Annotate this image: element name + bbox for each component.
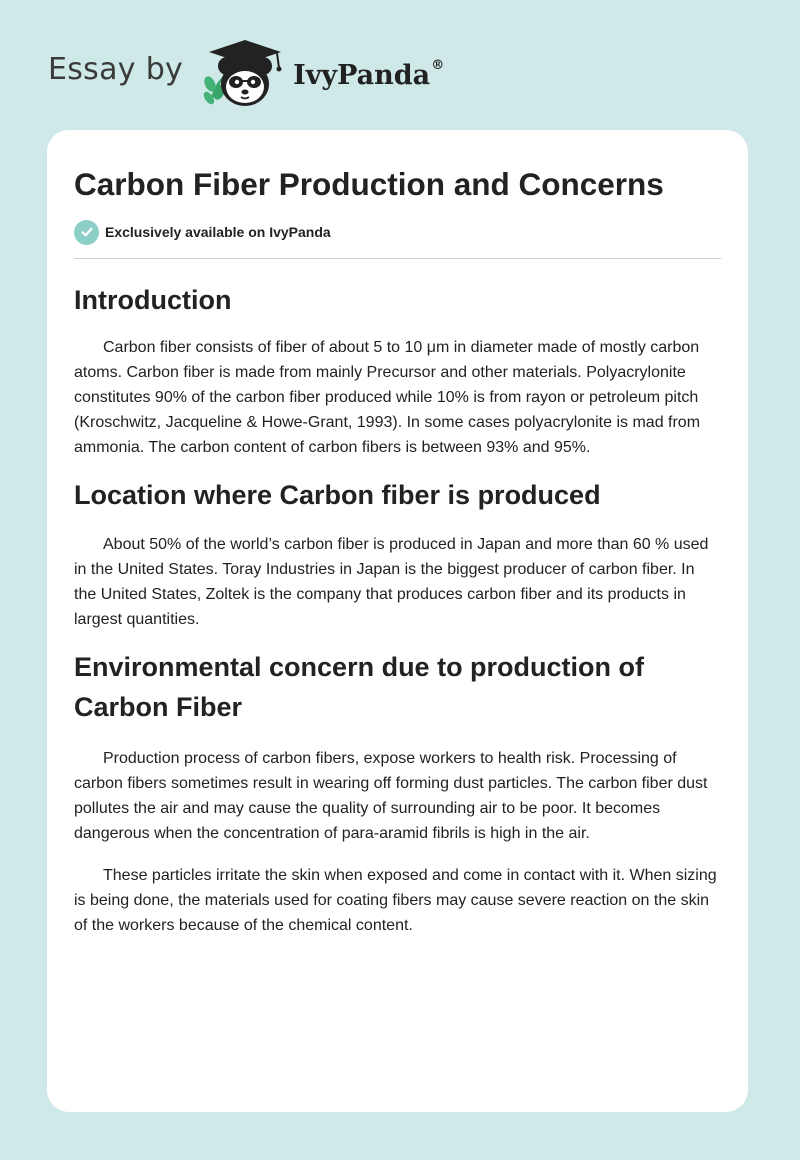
section-paragraph: These particles irritate the skin when exposed and come in contact with it. When sizing is being done, the materials used for coating fibers may cause severe reaction on the skin of the workers because of the chemical content. (74, 867, 717, 934)
section-heading: Introduction (74, 285, 232, 315)
section-heading: Location where Carbon fiber is produced (74, 480, 601, 510)
essay-by-label: Essay by (48, 51, 184, 87)
section-paragraph: Production process of carbon fibers, expose workers to health risk. Processing of carbon fibers sometimes result in wearing off forming dust particles. The carbon fiber dust pollutes the air and may cause the quality of surrounding air to be poor. It becomes dangerous when the concentration of para-aramid fibrils is high in the air. (74, 750, 708, 842)
section-environmental-concern (74, 647, 721, 938)
exclusive-badge (74, 219, 721, 245)
section-paragraph: About 50% of the world’s carbon fiber is produced in Japan and more than 60 % used in the United States. Toray Industries in Japan is the biggest producer of carbon fiber. In the United States, Zoltek is the company that produces carbon fiber and its products in largest quantities. (74, 536, 709, 628)
exclusive-label: Exclusively available on IvyPanda (105, 224, 331, 240)
essay-card (47, 130, 748, 1112)
panda-logo-icon[interactable] (197, 34, 289, 114)
section-heading: Environmental concern due to production of Carbon Fiber (74, 652, 645, 722)
section-location (74, 475, 721, 632)
site-header (48, 34, 444, 114)
check-circle-icon (74, 220, 99, 245)
page-title: Carbon Fiber Production and Concerns (74, 166, 664, 202)
section-paragraph: Carbon fiber consists of fiber of about 5 to 10 μm in diameter made of mostly carbon atoms. Carbon fiber is made from mainly Precursor and other materials. Polyacrylonite constitutes 90% of the carbon fiber produced while 10% is from rayon or petroleum pitch (Kroschwitz, Jacqueline & Howe-Grant, 1993). In some cases polyacrylonite is mad from ammonia. The carbon content of carbon fibers is between 93% and 95%. (74, 339, 701, 456)
brand-name: IvyPanda (293, 59, 431, 91)
registered-mark: ® (431, 57, 445, 73)
title-divider (74, 258, 721, 259)
brand-wordmark[interactable] (293, 57, 445, 91)
section-introduction (74, 280, 721, 460)
